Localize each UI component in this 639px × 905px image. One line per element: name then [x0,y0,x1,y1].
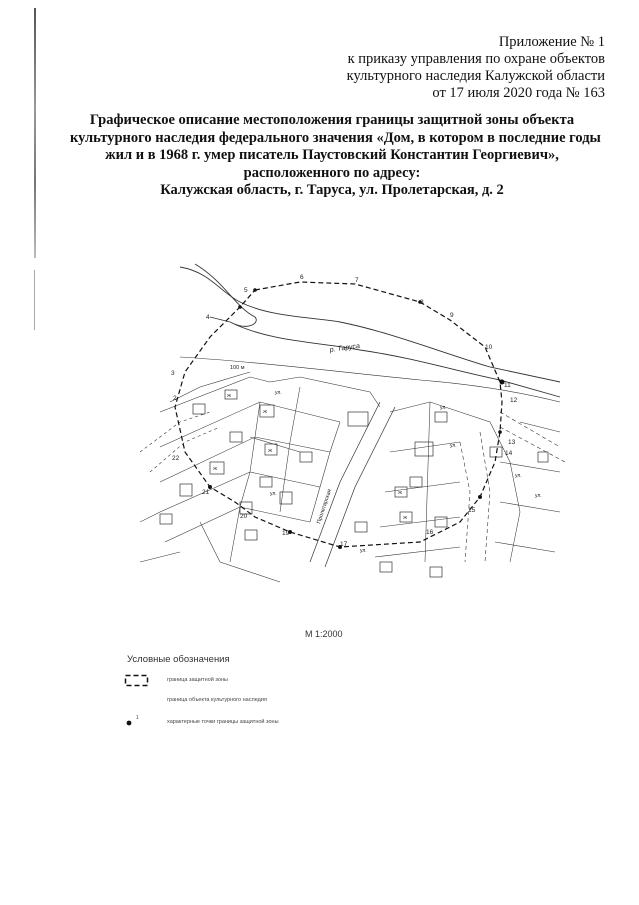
point-label: 21 [202,489,210,496]
point-label: 5 [244,287,248,294]
point-label: 7 [355,277,359,284]
house-label: Ж [263,409,268,414]
road-line [170,372,250,402]
appendix-number: Приложение № 1 [498,34,605,50]
house-label: Ж [213,466,218,471]
plot-label: ул. [270,491,277,497]
site-plan-svg [140,262,570,622]
road-line [460,442,470,562]
legend-item-text: граница объекта культурного наследия [167,697,267,703]
appendix-date: от 17 июля 2020 года № 163 [432,85,605,101]
appendix-authority: культурного наследия Калужской области [346,68,605,84]
house-label: Ж [268,448,273,453]
point-label: 11 [504,382,511,389]
road-line [310,402,380,562]
point-label: 9 [450,312,454,319]
plot-label: ул. [515,473,522,479]
road-line [140,412,210,452]
appendix-header [305,34,605,102]
point-label: 20 [240,513,248,520]
road-line [325,407,395,567]
site-plan-map [140,262,570,622]
title-line: Графическое описание местоположения границы защитной зоны объекта [89,112,575,128]
point-label: 16 [426,529,434,536]
title-address: Калужская область, г. Таруса, ул. Пролетарская, д. 2 [160,182,504,198]
point-label: 14 [505,450,513,457]
point-label: 8 [420,299,424,306]
point-label: 10 [485,344,493,351]
document-title [70,112,601,200]
map-scale: М 1:2000 [305,629,343,639]
house-label: Ж [403,515,408,520]
dot-icon [124,716,144,728]
title-line: расположенного по адресу: [243,164,421,181]
contour-label: 100 м [230,365,245,371]
legend-item-text: граница защитной зоны [167,677,228,683]
plot-label: ул. [440,405,447,411]
point-label: 15 [468,507,476,514]
point-label: 4 [206,314,210,321]
plot-label: ул. [535,493,542,499]
point-label: 13 [508,439,516,446]
point-label: 19 [282,530,290,537]
legend-title: Условные обозначения [127,654,230,665]
dashed-rect-icon [124,674,150,688]
point-label: 2 [173,395,177,402]
point-label: 12 [510,397,518,404]
street-label: Пролетарская [316,488,334,525]
house-label: Ж [398,490,403,495]
plot-label: ул. [275,390,282,396]
point-label: 6 [300,274,304,281]
scan-edge-mark [34,270,35,330]
point-label: 3 [171,370,175,377]
point-label: 17 [340,541,348,548]
legend-point-number: 1 [136,715,139,721]
parcel-lines [140,377,560,582]
scan-edge-mark [34,8,36,258]
appendix-order: к приказу управления по охране объектов [347,51,605,67]
house-label: Ж [227,393,232,398]
plot-label: ул. [450,443,457,449]
legend-item-text: характерные точки границы защитной зоны [167,719,279,725]
buildings [160,390,548,577]
point-label: 22 [172,455,180,462]
road-line [150,427,220,472]
title-line: культурного наследия федерального значения «Дом, в котором в последние годы [70,129,601,146]
plot-label: ул. [360,548,367,554]
river-label: р. Таруса [329,342,361,354]
title-line: жил и в 1968 г. умер писатель Паустовский Константин Георгиевич», [105,147,559,163]
